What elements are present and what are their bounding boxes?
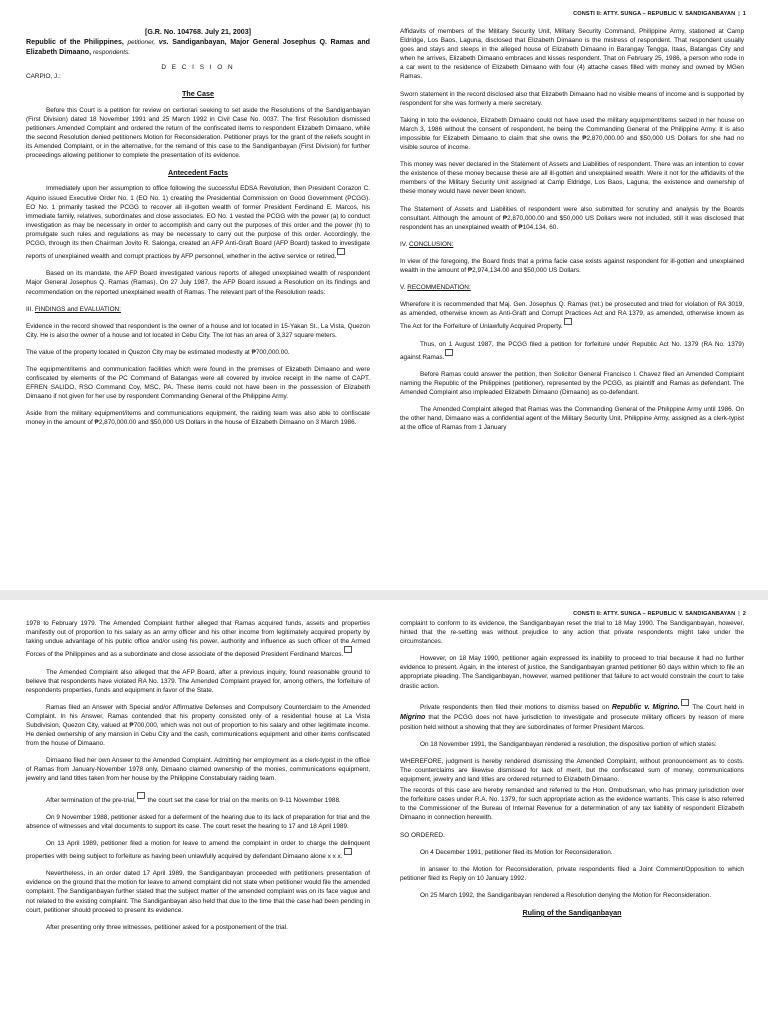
section-antecedent-facts: Antecedent Facts — [168, 168, 228, 178]
subheading-conclusion: IV. CONCLUSION: — [400, 240, 454, 248]
paragraph: Thus, on 1 August 1987, the PCGG filed a petition for forfeiture under Republic Act No. 1379 (RA No. 1379) against Ramas. — [400, 340, 744, 361]
footnote-icon[interactable] — [445, 349, 453, 356]
page-number: 1 — [742, 11, 746, 17]
footnote-icon[interactable] — [681, 699, 689, 706]
footnote-icon[interactable] — [137, 792, 145, 799]
paragraph: Nevertheless, in an order dated 17 April 1989, the Sandiganbayan proceeded with petitioners presentation of evidence on the ground that the motion for leave to amend complaint did not state when petitioner would file the amended complaint. The Sandiganbayan further stated that the subject matter of the amended complaint was on its face vague and not related to the existing complaint. The Sandiganbayan also held that due to the time that the case had been pending in court, petitioner should proceed to present its evidence. — [26, 870, 370, 914]
section-ruling: Ruling of the Sandiganbayan — [522, 907, 622, 917]
paragraph: Based on its mandate, the AFP Board investigated various reports of alleged unexplained wealth of respondent Major General Josephus Q. Ramas (Ramas). On 27 July 1987, the AFP Board issued a Resolution on its findings and recommendation on the reported unexplained wealth of Ramas. The relevant part of the Resolution reads: — [26, 270, 370, 296]
paragraph: On 9 November 1988, petitioner asked for a deferment of the hearing due to its lack of preparation for trial and the absence of witnesses and vital documents to support its case. The court reset the hearing to 17 and 18 April 1989. — [26, 813, 370, 830]
header-title: CONSTI II: ATTY. SUNGA – REPUBLIC V. SANDIGANBAYAN — [573, 611, 736, 617]
paragraph: The Amended Complaint alleged that Ramas was the Commanding General of the Philippine Army until 1986. On the other hand, Dimaano was a confidential agent of the Military Security Unit, Philippine Army, assigned as a clerk-typist at the office of Ramas from 1 January — [400, 406, 744, 432]
subheading-findings: III. FINDINGS and EVALUATION: — [26, 305, 121, 313]
paragraph: After presenting only three witnesses, petitioner asked for a postponement of the trial. — [46, 923, 288, 931]
case-citation: Republic v. Migrino. — [611, 703, 680, 711]
footnote-icon[interactable] — [564, 318, 572, 325]
case-number: [G.R. No. 104768. July 21, 2003] — [144, 28, 252, 36]
column-right — [400, 27, 744, 440]
case-citation: Migrino — [400, 713, 426, 721]
so-ordered: SO ORDERED. — [400, 831, 445, 839]
paragraph: Affidavits of members of the Military Security Unit, Military Security Command, Philippine Army, stationed at Camp Eldridge, Los Baos, Laguna, disclosed that Elizabeth Dimaano is the mistress of respondent. That respondent usually goes and stays and sleeps in the alleged house of Elizabeth Dimaano in Barangay Tengga, Itaas, Batangas City and when he arrives, Elizabeth Dimaano embraces and kisses respondent. That on February 25, 1986, a person who rode in a car went to the residence of Elizabeth Dimaano with four (4) attache cases filled with money and owned by MGen Ramas. — [400, 28, 744, 81]
paragraph: Before this Court is a petition for review on certiorari seeking to set aside the Resolutions of the Sandiganbayan (First Division) dated 18 November 1991 and 25 March 1992 in Civil Case No. 0037. The first Resolution dismissed petitioners Amended Complaint and ordered the return of the confiscated items to respondent Elizabeth Dimaano, while the second Resolution denied petitioners Motion for Reconsideration. Petitioner prays for the grant of the reliefs sought in its Amended Complaint, or in the alternative, for the remand of this case to the Sandiganbayan (First Division) for further proceedings allowing petitioner to complete the presentation of its evidence. — [26, 106, 370, 160]
party-petitioner: Republic of the Philippines, — [26, 38, 124, 47]
paragraph: The value of the property located in Quezon City may be estimated modestly at ₱700,000.00. — [26, 348, 290, 356]
header-title: CONSTI II: ATTY. SUNGA – REPUBLIC V. SANDIGANBAYAN — [573, 11, 736, 17]
paragraph: Private respondents then filed their motions to dismiss based on Republic v. Migrino. The Court held in Migrino that the PCGG does not have jurisdiction to investigate and prosecute military officers by reason of mere position held without a showing that they are subordinates of former President Marcos. — [400, 699, 744, 732]
subheading-recommendation: V. RECOMMENDATION: — [400, 284, 471, 292]
paragraph: On 4 December 1991, petitioner filed its Motion for Reconsideration. — [420, 848, 613, 856]
page-header — [573, 11, 746, 17]
paragraph: The Statement of Assets and Liabilities of respondent were also submitted for scrutiny and analysis by the Boards consultant. Although the amount of ₱2,870,000.00 and $50,000 US Dollars were not included, still it was disclosed that respondent has an unexplained wealth of ₱104,134. 60. — [400, 205, 744, 231]
paragraph: However, on 18 May 1990, petitioner again expressed its inability to proceed to trial because it had no further evidence to present. Again, in the interest of justice, the Sandiganbayan granted petitioner 60 days within which to file an appropriate pleading. The Sandiganbayan, however, warned petitioner that failure to act would constrain the court to take drastic action. — [400, 655, 744, 690]
paragraph: On 18 November 1991, the Sandiganbayan rendered a resolution, the dispositive portion of which states: — [420, 740, 717, 748]
paragraph: Wherefore it is recommended that Maj. Gen. Josephus Q. Ramas (ret.) be prosecuted and tried for violation of RA 3019, as amended, otherwise known as Anti-Graft and Corrupt Practices Act and RA 1379, as amended, otherwise known as The Act for the Forfeiture of Unlawfully Acquired Property. — [400, 301, 744, 331]
paragraph: Aside from the military equipment/items and communications equipment, the raiding team was also able to confiscate money in the amount of ₱2,870,000.00 and $50,000 US Dollars in the house of Elizabeth Dimaano on 3 March 1986. — [26, 410, 370, 427]
document-page-2 — [0, 600, 768, 1024]
versus: vs. — [158, 38, 169, 47]
section-the-case: The Case — [182, 89, 214, 99]
footnote-icon[interactable] — [337, 248, 345, 255]
footnote-icon[interactable] — [344, 848, 352, 855]
header-separator: | — [738, 11, 740, 17]
paragraph: Evidence in the record showed that respondent is the owner of a house and lot located in 15-Yakan St., La Vista, Quezon City. He is also the owner of a house and lot located in Cebu City. The lot has an area of 3,327 square meters. — [26, 322, 370, 339]
ponente: CARPIO, J.: — [26, 73, 61, 81]
paragraph: Ramas filed an Answer with Special and/or Affirmative Defenses and Compulsory Counterclaim to the Amended Complaint. In his Answer, Ramas contended that his property consisted only of a residential house at La Vista Subdivision, Quezon City, valued at ₱700,000, which was not out of proportion to his salary and other legitimate income. He denied ownership of any mansion in Cebu City and the cash, communications equipment and other items confiscated from the house of Dimaano. — [26, 703, 370, 748]
case-parties — [26, 37, 370, 57]
paragraph: The equipment/items and communication facilities which were found in the premises of Elizabeth Dimaano and were confiscated by elements of the PC Command of Batangas were all covered by invoice receipt in the name of CAPT. EFREN SALIDO, RSO Command Coy, MSC, PA. These items could not have been in the possession of Elizabeth Dimaano if not given for her use by respondent Commanding General of the Philippine Army. — [26, 365, 370, 401]
paragraph: WHEREFORE, judgment is hereby rendered dismissing the Amended Complaint, without pronouncement as to costs. The counterclaims are likewise dismissed for lack of merit, but the confiscated sum of money, communications equipment, jewelry and land titles are ordered returned to Elizabeth Dimaano. — [400, 757, 744, 784]
footnote-icon[interactable] — [344, 646, 352, 653]
header-separator: | — [738, 611, 740, 617]
paragraph: 1978 to February 1979. The Amended Complaint further alleged that Ramas acquired funds, assets and properties manifestly out of proportion to his salary as an army officer and his other income from legitimately acquired property by taking undue advantage of his public office and/or using his power, authority and influence as such officer of the Armed Forces of the Philippines and as a subordinate and close associate of the deposed President Ferdinand Marcos. — [26, 620, 370, 659]
paragraph: On 13 April 1989, petitioner filed a motion for leave to amend the complaint in order to charge the delinquent properties with being subject to forfeiture as having been unlawfully acquired by defendant Dimaano alone x x x. — [26, 839, 370, 861]
party-petitioner-role: petitioner, — [127, 39, 156, 47]
paragraph: The Amended Complaint also alleged that the AFP Board, after a previous inquiry, found reasonable ground to believe that respondents have violated RA No. 1379. The Amended Complaint prayed for, among others, the forfeiture of respondents properties, funds and equipment in favor of the State. — [26, 668, 370, 694]
decision-heading: D E C I S I O N — [161, 64, 235, 72]
paragraph: After termination of the pre-trial, the court set the case for trial on the merits on 9-11 November 1988. — [26, 792, 370, 805]
paragraph: Before Ramas could answer the petition, then Solicitor General Francisco I. Chavez filed an Amended Complaint naming the Republic of the Philippines (petitioner), represented by the PCGG, as plaintiff and Ramas as defendant. The Amended Complaint also impleaded Elizabeth Dimaano (Dimaano) as co-defendant. — [400, 370, 744, 397]
column-right — [400, 619, 744, 924]
paragraph: The records of this case are hereby remanded and referred to the Hon. Ombudsman, who has primary jurisdiction over the forfeiture cases under R.A. No. 1379, for such appropriate action as the evidence warrants. This case is also referred to the Commissioner of the Bureau of Internal Revenue for a determination of any tax liability of respondent Elizabeth Dimaano in connection herewith. — [400, 787, 744, 822]
paragraph: complaint to conform to its evidence, the Sandiganbayan reset the trial to 18 May 1990. The Sandiganbayan, however, hinted that the re-setting was without prejudice to any action that private respondents might take under the circumstances. — [400, 620, 744, 646]
party-respondents: Sandiganbayan, Major General Josephus Q. Ramas and Elizabeth Dimaano, — [26, 38, 370, 57]
paragraph: Immediately upon her assumption to office following the successful EDSA Revolution, then President Corazon C. Aquino issued Executive Order No. 1 (EO No. 1) creating the Presidential Commission on Good Government (PCGG). EO No. 1 primarily tasked the PCGG to recover all ill-gotten wealth of former President Ferdinand E. Marcos, his immediate family, relatives, subordinates and close associates. EO No. 1 vested the PCGG with the power (a) to conduct investigation as may be necessary in order to accomplish and carry out the purposes of this order and the power (h) to promulgate such rules and regulations as may be necessary to carry out the purpose of this order. Accordingly, the PCGG, through its then Chairman Jovito R. Salonga, created an AFP Anti-Graft Board (AFP Board) tasked to investigate reports of unexplained wealth and corrupt practices by AFP personnel, whether in the active service or retired. — [26, 185, 370, 261]
party-respondents-role: respondents. — [93, 49, 130, 57]
paragraph: Sworn statement in the record disclosed also that Elizabeth Dimaano had no visible means of income and is supported by respondent for she was formerly a mere secretary. — [400, 90, 744, 107]
column-left — [26, 619, 370, 940]
paragraph: On 25 March 1992, the Sandiganbayan rendered a Resolution denying the Motion for Reconsideration. — [420, 891, 711, 899]
page-number: 2 — [742, 611, 746, 617]
paragraph: Taking in toto the evidence, Elizabeth Dimaano could not have used the military equipment/items seized in her house on March 3, 1986 without the consent of respondent, he being the Commanding General of the Philippine Army. It is also impossible for Elizabeth Dimaano to claim that she owns the ₱2,870,000.00 and $50,000 US Dollars for she had no visible source of income. — [400, 116, 744, 152]
paragraph: Dimaano filed her own Answer to the Amended Complaint. Admitting her employment as a clerk-typist in the office of Ramas from January-November 1978 only, Dimaano claimed ownership of the monies, communications equipment, jewelry and land titles taken from her house by the Philippine Constabulary raiding team. — [26, 757, 370, 783]
paragraph: In view of the foregoing, the Board finds that a prima facie case exists against respondent for ill-gotten and unexplained wealth in the amount of ₱2,974,134.00 and $50,000 US Dollars. — [400, 257, 744, 274]
page-header — [573, 611, 746, 617]
paragraph: In answer to the Motion for Reconsideration, private respondents filed a Joint Comment/Opposition to which petitioner filed its Reply on 10 January 1992. — [400, 865, 744, 882]
paragraph: This money was never declared in the Statement of Assets and Liabilities of respondent. There was an intention to cover the existence of these money because these are all ill-gotten and unexplained wealth. Were it not for the affidavits of the members of the Military Security Unit assigned at Camp Eldridge, Los Baos, Laguna, the existence and ownership of these money would have never been known. — [400, 161, 744, 196]
column-left — [26, 27, 370, 436]
